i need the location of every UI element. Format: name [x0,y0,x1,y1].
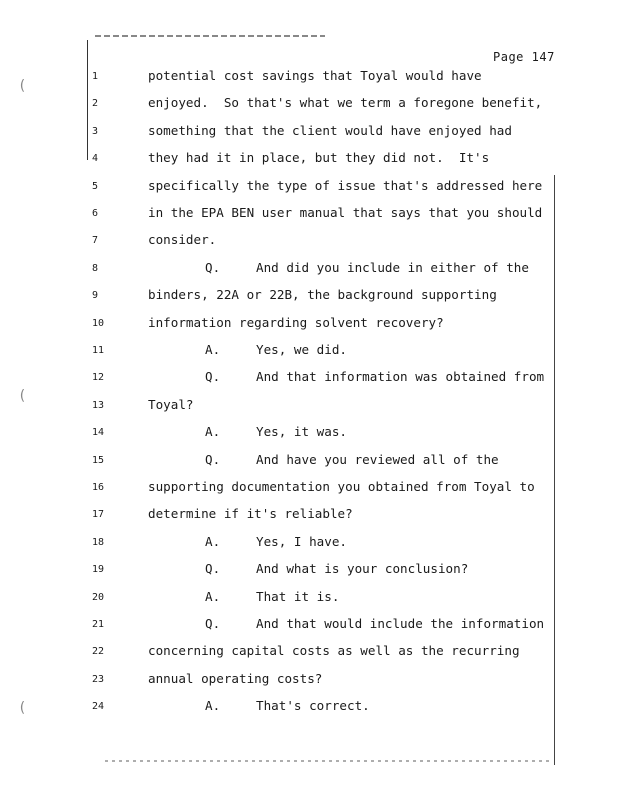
line-text: enjoyed. So that's what we term a foregone benefit, [148,95,543,111]
line-number: 22 [92,646,105,658]
transcript-line [0,589,618,609]
line-text: potential cost savings that Toyal would have [148,68,482,83]
speaker-label: Q. [205,561,221,577]
line-number: 9 [92,290,99,302]
line-number: 14 [92,427,105,439]
transcript-line [0,369,618,389]
speaker-label: A. [205,533,221,549]
transcript-line [0,68,618,88]
line-number: 2 [92,98,99,110]
transcript-line [0,150,618,170]
line-text: consider. [148,232,217,248]
line-text: annual operating costs? [148,670,323,686]
line-text: And have you reviewed all of the [256,451,499,467]
speaker-label: A. [205,424,221,440]
line-number: 16 [92,482,105,493]
line-number: 5 [92,180,99,192]
transcript-line [0,205,618,225]
transcript-line [0,260,618,280]
transcript-line [0,671,618,691]
line-number: 17 [92,509,105,521]
scan-artifact-bottom [105,760,550,762]
transcript-line [0,506,618,526]
transcript-line [0,698,618,718]
line-text: That it is. [256,588,340,604]
transcript-line [0,397,618,417]
line-number: 7 [92,235,99,247]
scan-artifact-top [95,35,325,37]
transcript-line [0,232,618,252]
line-text: Yes, we did. [256,342,347,357]
line-text: information regarding solvent recovery? [148,314,444,330]
transcript-line [0,616,618,636]
line-number: 1 [92,71,99,82]
line-number: 4 [92,153,99,165]
transcript-line [0,561,618,581]
speaker-label: Q. [205,259,221,275]
speaker-label: Q. [205,616,221,631]
line-number: 11 [92,345,105,356]
line-text: something that the client would have enjoyed had [148,122,512,138]
line-text: Yes, I have. [256,533,347,549]
transcript-line [0,452,618,472]
line-number: 6 [92,208,99,219]
line-number: 19 [92,564,105,576]
line-number: 13 [92,399,105,411]
transcript-line [0,479,618,499]
line-text: And did you include in either of the [256,259,529,275]
speaker-label: A. [205,342,221,357]
margin-scribble-icon: ( [18,700,27,716]
margin-scribble-icon: ( [18,388,27,404]
transcript-line [0,342,618,362]
speaker-label: Q. [205,451,221,467]
transcript-line [0,123,618,143]
line-number: 8 [92,262,99,274]
transcript-line [0,315,618,335]
line-number: 12 [92,372,105,384]
line-number: 10 [92,317,105,329]
line-text: they had it in place, but they did not. It's [148,150,490,166]
line-number: 15 [92,454,105,466]
line-number: 20 [92,591,105,603]
line-number: 18 [92,536,105,548]
line-text: That's correct. [256,698,370,714]
line-number: 3 [92,125,99,137]
line-text: determine if it's reliable? [148,506,353,522]
speaker-label: A. [205,698,221,714]
line-text: binders, 22A or 22B, the background supporting [148,287,497,303]
line-text: And that information was obtained from [256,369,545,385]
line-text: And that would include the information [256,616,545,631]
speaker-label: Q. [205,369,221,385]
margin-scribble-icon: ( [18,78,27,94]
page-number-header: Page 147 [493,50,555,64]
line-number: 21 [92,619,105,630]
line-number: 24 [92,701,105,713]
line-number: 23 [92,673,105,685]
transcript-line [0,424,618,444]
line-text: supporting documentation you obtained from Toyal to [148,479,535,494]
line-text: And what is your conclusion? [256,561,469,577]
transcript-line [0,95,618,115]
line-text: Yes, it was. [256,424,347,440]
transcript-line [0,287,618,307]
speaker-label: A. [205,588,221,604]
line-text: in the EPA BEN user manual that says that you should [148,205,543,220]
line-text: Toyal? [148,396,194,412]
transcript-line [0,534,618,554]
line-text: specifically the type of issue that's addressed here [148,177,543,193]
line-text: concerning capital costs as well as the recurring [148,643,520,659]
transcript-line [0,643,618,663]
transcript-line [0,178,618,198]
